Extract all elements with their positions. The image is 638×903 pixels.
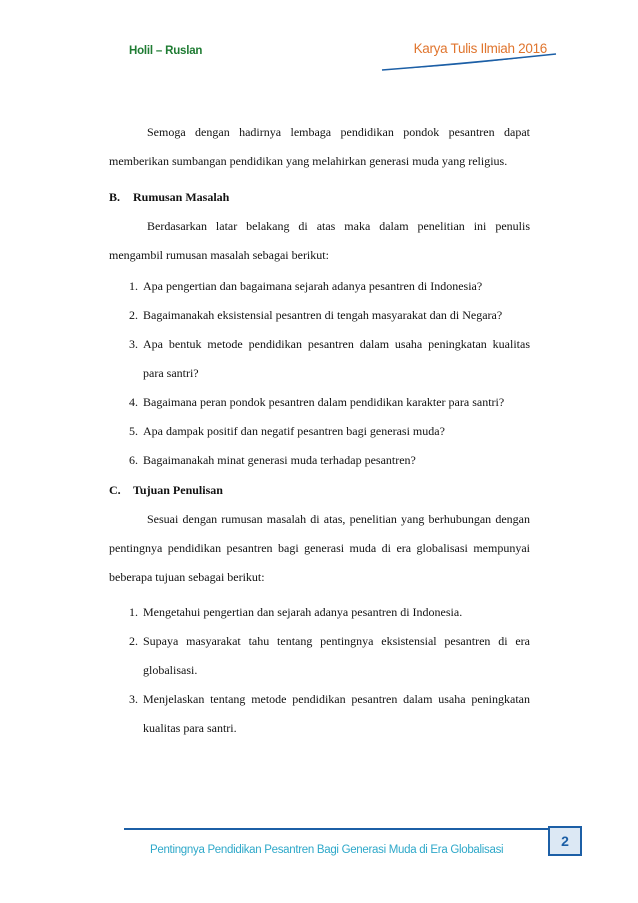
header-author: Holil – Ruslan	[129, 45, 203, 57]
list-item: 2. Bagaimanakah eksistensial pesantren di tengah masyarakat dan di Negara?	[129, 308, 503, 322]
footer-rule	[124, 828, 548, 830]
list-item: 3. Menjelaskan tentang metode pendidikan pesantren dalam usaha peningkatan kualitas para santri.	[129, 692, 530, 735]
list-item: 2. Supaya masyarakat tahu tentang pentingnya eksistensial pesantren di era globalisasi.	[129, 634, 530, 677]
list-item: 1. Apa pengertian dan bagaimana sejarah adanya pesantren di Indonesia?	[129, 279, 483, 293]
list-item: 5. Apa dampak positif dan negatif pesantren bagi generasi muda?	[129, 424, 445, 438]
section-c-paragraph: Sesuai dengan rumusan masalah di atas, penelitian yang berhubungan dengan pentingnya pendidikan pesantren bagi generasi muda di era globalisasi mempunyai beberapa tujuan sebagai berikut:	[109, 512, 530, 584]
section-c-title: Tujuan Penulisan	[133, 483, 223, 497]
header-title: Karya Tulis Ilmiah 2016	[413, 41, 547, 56]
section-b-heading	[109, 182, 530, 212]
section-c-heading	[109, 475, 530, 505]
section-b-paragraph: Berdasarkan latar belakang di atas maka dalam penelitian ini penulis mengambil rumusan masalah sebagai berikut:	[109, 219, 530, 262]
page-number: 2	[548, 826, 582, 856]
list-item: 4. Bagaimana peran pondok pesantren dalam pendidikan karakter para santri?	[129, 395, 505, 409]
document-body	[109, 118, 530, 743]
list-item: 3. Apa bentuk metode pendidikan pesantren dalam usaha peningkatan kualitas para santri?	[129, 337, 530, 380]
section-c-letter: C.	[109, 483, 121, 497]
section-b-list	[109, 272, 530, 475]
section-b-letter: B.	[109, 190, 121, 204]
list-item: 6. Bagaimanakah minat generasi muda terhadap pesantren?	[129, 453, 416, 467]
list-item: 1. Mengetahui pengertian dan sejarah adanya pesantren di Indonesia.	[129, 605, 463, 619]
intro-paragraph: Semoga dengan hadirnya lembaga pendidikan pondok pesantren dapat memberikan sumbangan pendidikan yang melahirkan generasi muda yang religius.	[109, 125, 530, 168]
section-c-list	[109, 598, 530, 743]
section-b-title: Rumusan Masalah	[133, 190, 230, 204]
footer-title: Pentingnya Pendidikan Pesantren Bagi Generasi Muda di Era Globalisasi	[150, 844, 504, 856]
